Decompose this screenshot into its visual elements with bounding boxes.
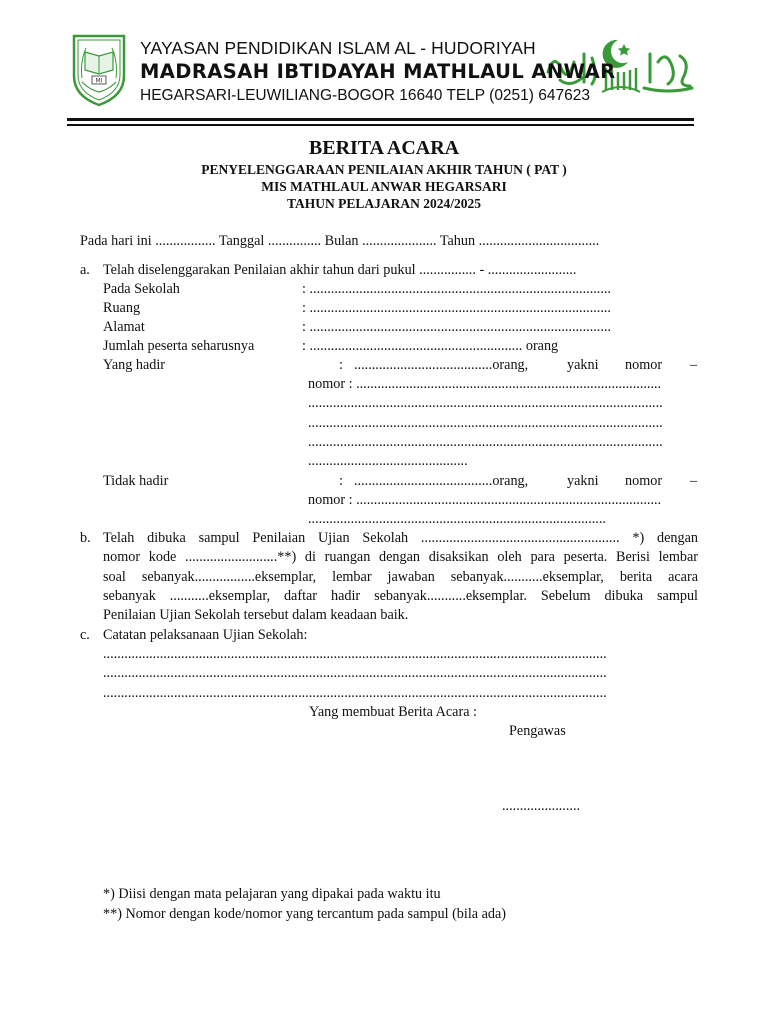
school-name: MADRASAH IBTIDAYAH MATHLAUL ANWAR bbox=[140, 60, 616, 83]
footnote-2: **) Nomor dengan kode/nomor yang tercantum pada sampul (bila ada) bbox=[103, 906, 507, 922]
section-a-marker: a. bbox=[80, 262, 90, 278]
document-title: BERITA ACARA bbox=[308, 137, 460, 159]
notes-line: .............................................................................................................................................. bbox=[103, 685, 607, 701]
field-label-hadir: Yang hadir bbox=[103, 357, 166, 373]
school-address: HEGARSARI-LEUWILIANG-BOGOR 16640 TELP (0251) 647623 bbox=[140, 87, 590, 104]
tidak-yakni: yakni bbox=[567, 473, 599, 489]
hadir-line: ............................................. bbox=[308, 453, 468, 469]
section-c-marker: c. bbox=[80, 627, 90, 643]
section-b-line: soal sebanyak.................eksemplar, lembar jawaban sebanyak...........eksemplar, berita acara bbox=[103, 569, 698, 585]
notes-line: .............................................................................................................................................. bbox=[103, 665, 607, 681]
signature-role: Pengawas bbox=[509, 723, 566, 739]
signature-name-line: ...................... bbox=[502, 798, 581, 814]
field-label-jumlah: Jumlah peserta seharusnya bbox=[103, 338, 255, 354]
header-rule-thick bbox=[67, 118, 694, 121]
hadir-count: .......................................orang, bbox=[354, 357, 529, 373]
field-label-alamat: Alamat bbox=[103, 319, 145, 335]
hadir-line: .................................................................................................... bbox=[308, 395, 663, 411]
header-rule-thin bbox=[67, 124, 694, 126]
hadir-line: .................................................................................................... bbox=[308, 415, 663, 431]
field-label-ruang: Ruang bbox=[103, 300, 141, 316]
hadir-colon: : bbox=[339, 357, 343, 373]
document-subtitle-3: TAHUN PELAJARAN 2024/2025 bbox=[286, 196, 481, 211]
foundation-name: YAYASAN PENDIDIKAN ISLAM AL - HUDORIYAH bbox=[140, 38, 536, 58]
tidak-hadir-line: nomor : ...................................................................................... bbox=[308, 492, 662, 508]
section-b-line: nomor kode ..........................**) di ruangan dengan disaksikan oleh para peserta. Berisi lembar bbox=[103, 549, 698, 565]
section-b-last-line: Penilaian Ujian Sekolah tersebut dalam keadaan baik. bbox=[103, 607, 409, 623]
section-b-marker: b. bbox=[80, 530, 91, 546]
field-value-ruang: : ..................................................................................... bbox=[302, 300, 611, 316]
tidak-hadir-line: .................................................................................... bbox=[308, 511, 606, 527]
tidak-nomor: nomor bbox=[625, 473, 663, 489]
tidak-colon: : bbox=[339, 473, 343, 489]
hadir-nomor: nomor bbox=[625, 357, 663, 373]
tidak-dash: – bbox=[690, 473, 698, 489]
tidak-count: .......................................orang, bbox=[354, 473, 529, 489]
signature-made-by: Yang membuat Berita Acara : bbox=[309, 704, 477, 720]
field-value-jumlah: : ............................................................ orang bbox=[302, 338, 559, 354]
field-label-tidak-hadir: Tidak hadir bbox=[103, 473, 169, 489]
section-b-line: Telah dibuka sampul Penilaian Ujian Sekolah ........................................................ *) dengan bbox=[103, 530, 698, 546]
document-subtitle-1: PENYELENGGARAAN PENILAIAN AKHIR TAHUN ( PAT ) bbox=[201, 162, 567, 177]
hadir-line: nomor : ...................................................................................... bbox=[308, 376, 662, 392]
field-value-alamat: : ..................................................................................... bbox=[302, 319, 611, 335]
section-a-lead: Telah diselenggarakan Penilaian akhir tahun dari pukul ................ - ......................... bbox=[103, 262, 577, 278]
section-b-line: sebanyak ...........eksemplar, daftar hadir sebanyak...........eksemplar. Sebelum dibuka sampul bbox=[103, 588, 698, 604]
footnote-1: *) Diisi dengan mata pelajaran yang dipakai pada waktu itu bbox=[103, 886, 441, 902]
notes-line: .............................................................................................................................................. bbox=[103, 646, 607, 662]
field-label-sekolah: Pada Sekolah bbox=[103, 281, 180, 297]
section-c-lead: Catatan pelaksanaan Ujian Sekolah: bbox=[103, 627, 308, 643]
field-value-sekolah: : ..................................................................................... bbox=[302, 281, 611, 297]
school-logo bbox=[70, 32, 128, 108]
hadir-yakni: yakni bbox=[567, 357, 599, 373]
document-subtitle-2: MIS MATHLAUL ANWAR HEGARSARI bbox=[261, 179, 507, 194]
intro-line: Pada hari ini ................. Tanggal ............... Bulan ..................... Tahun .................................. bbox=[80, 233, 600, 249]
hadir-dash: – bbox=[690, 357, 698, 373]
logo-text: MI bbox=[95, 77, 103, 85]
hadir-line: .................................................................................................... bbox=[308, 434, 663, 450]
